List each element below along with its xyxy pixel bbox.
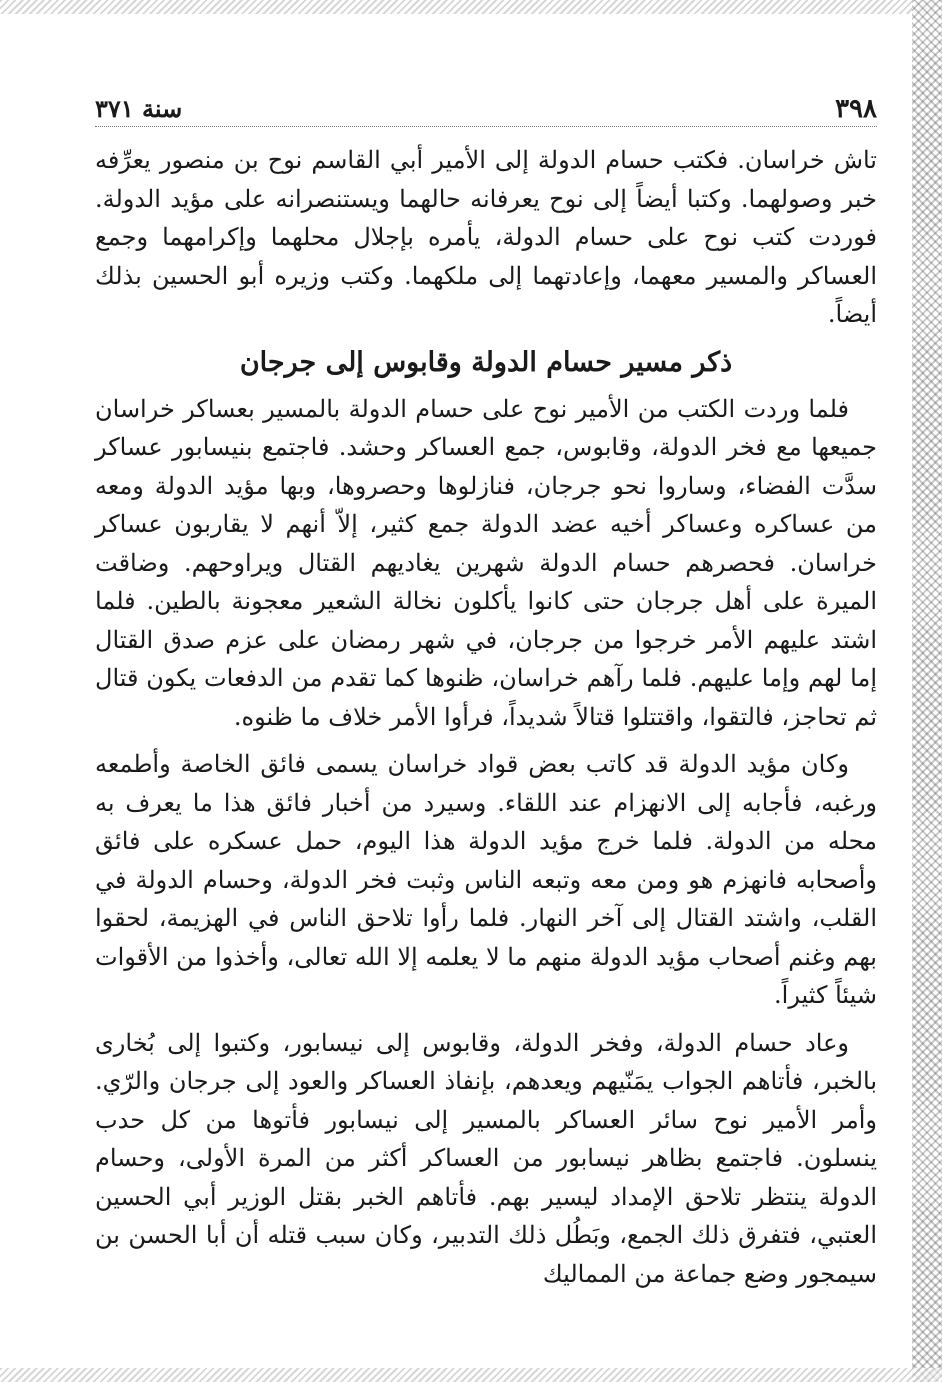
page-border-right — [912, 0, 942, 1382]
paragraph-2: فلما وردت الكتب من الأمير نوح على حسام الدولة بالمسير بعساكر خراسان جميعها مع فخر الدولة، وقابوس، جمع العساكر وحشد. فاجتمع بنيسابور عساكر سدَّت الفضاء، وساروا نحو جرجان، فنازلوها وحصروها، وبها مؤيد الدولة ومعه من عساكره وعساكر أخيه عضد الدولة جمع كثير، إلاّ أنهم لا يقاربون عساكر خراسان. فحصرهم حسام الدولة شهرين يغاديهم القتال ويراوحهم. وضاقت الميرة على أهل جرجان حتى كانوا يأكلون نخالة الشعير معجونة بالطين. فلما اشتد عليهم الأمر خرجوا من جرجان، في شهر رمضان على عزم صدق القتال إما لهم وإما عليهم. فلما رآهم خراسان، ظنوها كما تقدم من الدفعات يكون قتال ثم تحاجز، فالتقوا، واقتتلوا قتالاً شديداً، فرأوا الأمر خلاف ما ظنوه. — [95, 394, 877, 731]
paragraph-4: وعاد حسام الدولة، وفخر الدولة، وقابوس إلى نيسابور، وكتبوا إلى بُخارى بالخبر، فأتاهم الجواب يمَنّيهم ويعدهم، بإنفاذ العساكر والعود إلى جرجان والرّي. وأمر الأمير نوح سائر العساكر بالمسير إلى نيسابور فأتوها من كل حدب ينسلون. فاجتمع بظاهر نيسابور من العساكر أكثر من المرة الأولى، وحسام الدولة ينتظر تلاحق الإمداد ليسير بهم. فأتاهم الخبر بقتل الوزير أبي الحسين العتبي، فتفرق ذلك الجمع، وبَطُل ذلك التدبير، وكان سبب قتله أن أبا الحسن بن سيمجور وضع جماعة من المماليك — [95, 1028, 878, 1288]
paragraph-3: وكان مؤيد الدولة قد كاتب بعض قواد خراسان يسمى فائق الخاصة وأطمعه ورغبه، فأجابه إلى الانهزام عند اللقاء. وسيرد من أخبار فائق هذا ما يعرف به محله من الدولة. فلما خرج مؤيد الدولة هذا اليوم، حمل عسكره على فائق وأصحابه فانهزم هو ومن معه وتبعه الناس وثبت فخر الدولة، وحسام الدولة في القلب، واشتد القتال إلى آخر النهار. فلما رأوا تلاحق الناس في الهزيمة، لحقوا بهم وغنم أصحاب مؤيد الدولة منهم ما لا يعلمه إلا الله تعالى، وأخذوا من الأقوات شيئاً كثيراً. — [95, 750, 878, 1009]
paragraph-1: تاش خراسان. فكتب حسام الدولة إلى الأمير أبي القاسم نوح بن منصور يعرِّفه خبر وصولهما. وكتبا أيضاً إلى نوح يعرفانه حالهما ويستنصرانه على مؤيد الدولة. فوردت كتب نوح على حسام الدولة، يأمره بإجلال محلهما وإكرامهما وجمع العساكر والمسير معهما، وإعادتهما إلى ملكهما. وكتب وزيره أبو الحسين بذلك أيضاً. — [95, 146, 877, 328]
book-page — [95, 92, 877, 1312]
page-number: ٣٩٨ — [835, 94, 877, 124]
year-label: سنة ٣٧١ — [95, 94, 183, 123]
section-heading: ذكر مسير حسام الدولة وقابوس إلى جرجان — [239, 346, 733, 378]
body-text — [95, 141, 877, 1293]
page-border-bottom — [0, 1368, 942, 1382]
page-header — [95, 92, 877, 127]
page-border-top — [0, 0, 942, 14]
